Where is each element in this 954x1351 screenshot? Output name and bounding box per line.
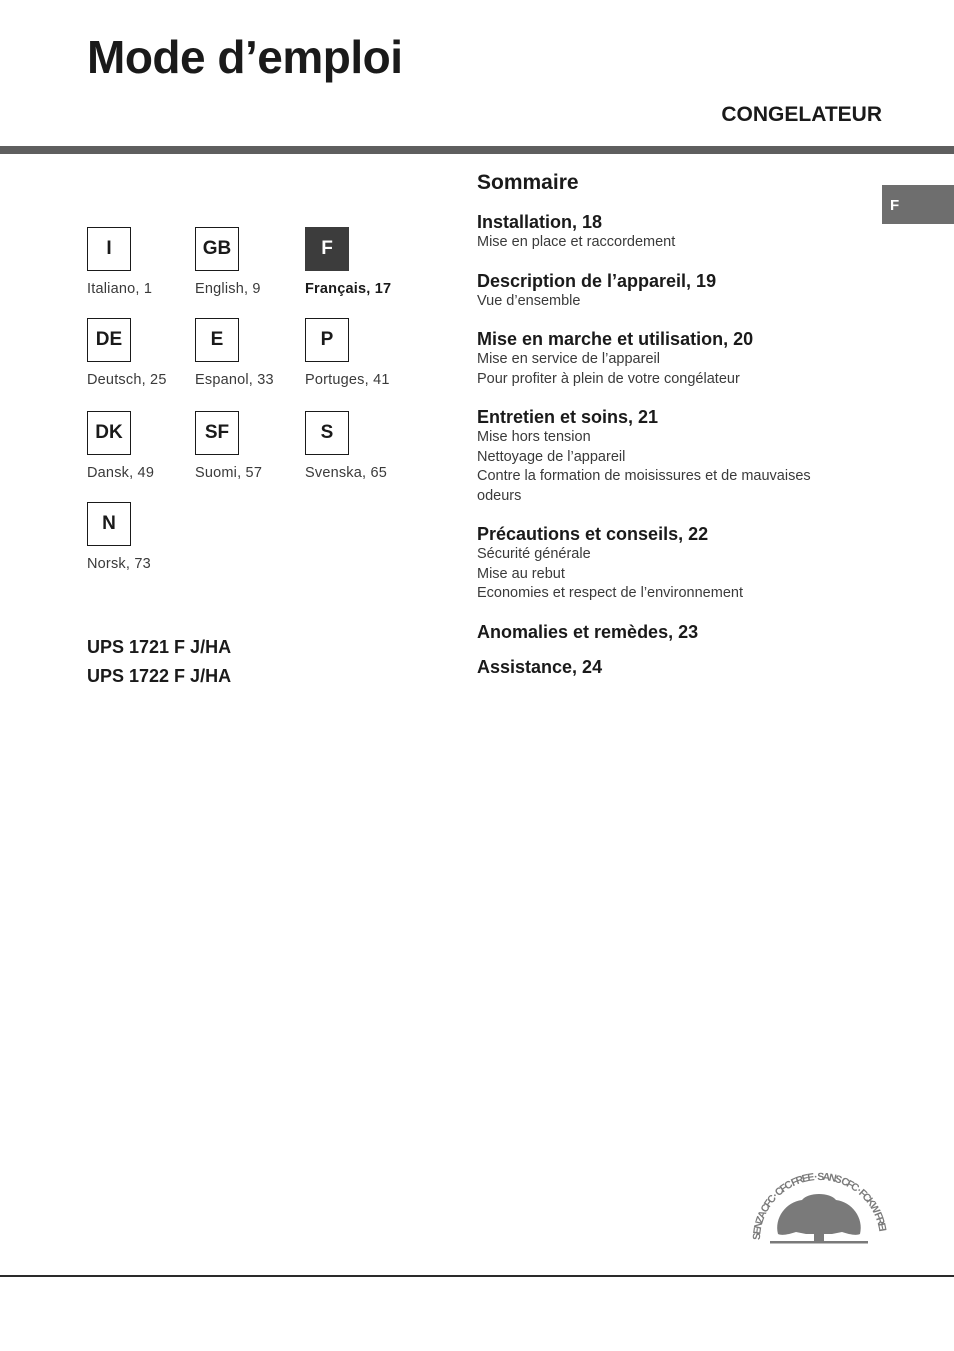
language-code-box: S [305, 411, 349, 455]
language-side-tab: F [882, 185, 954, 224]
language-option-p[interactable] [305, 318, 390, 388]
language-page-label: Espanol, 33 [195, 372, 274, 388]
header-divider [0, 146, 954, 154]
toc-subsection: Vue d’ensemble [477, 292, 581, 309]
toc-section [477, 524, 857, 604]
toc-subsection: Pour profiter à plein de votre congélateur [477, 370, 740, 387]
language-code-box: P [305, 318, 349, 362]
language-option-e[interactable] [195, 318, 274, 388]
language-code-box: N [87, 502, 131, 546]
language-page-label: Deutsch, 25 [87, 372, 167, 388]
page-title: Mode d’emploi [87, 31, 403, 83]
language-code-box: E [195, 318, 239, 362]
footer-divider [0, 1275, 954, 1277]
toc-subsection: Mise au rebut [477, 565, 565, 582]
language-page-label: Dansk, 49 [87, 465, 155, 481]
language-option-de[interactable] [87, 318, 167, 388]
toc-section-heading[interactable]: Assistance, 24 [477, 656, 603, 677]
language-code-box: GB [195, 227, 239, 271]
language-code-box: I [87, 227, 131, 271]
toc-subsection: Economies et respect de l’environnement [477, 585, 743, 601]
product-type: CONGELATEUR [721, 103, 882, 126]
language-page-label: Italiano, 1 [87, 281, 153, 297]
toc-section [477, 407, 857, 506]
tree-icon [770, 1194, 868, 1244]
language-option-i[interactable] [87, 227, 153, 297]
toc-section [477, 329, 857, 389]
language-option-f[interactable] [305, 227, 392, 297]
toc-sections [477, 212, 857, 678]
language-page-label: Norsk, 73 [87, 556, 151, 572]
language-code-box: DK [87, 411, 131, 455]
cfc-free-logo-text: SENZA CFC · CFC FREE · SANS CFC · FCKW FREI [750, 1170, 889, 1241]
toc-section [477, 212, 857, 253]
cfc-free-logo [748, 1168, 890, 1250]
toc-subsection: Sécurité générale [477, 546, 591, 562]
language-option-s[interactable] [305, 411, 387, 481]
toc-subsection: Nettoyage de l’appareil [477, 448, 626, 465]
table-of-contents [477, 171, 857, 692]
language-page-label: Svenska, 65 [305, 465, 387, 481]
toc-section-heading[interactable]: Précautions et conseils, 22 [477, 524, 709, 544]
language-page-label: Portuges, 41 [305, 372, 390, 388]
language-code-box: DE [87, 318, 131, 362]
model-number: UPS 1722 F J/HA [87, 666, 232, 686]
toc-section-heading[interactable]: Installation, 18 [477, 212, 603, 232]
language-option-sf[interactable] [195, 411, 263, 481]
language-page-label: English, 9 [195, 281, 261, 297]
model-list [87, 637, 231, 695]
language-option-n[interactable] [87, 502, 151, 572]
language-code-box: SF [195, 411, 239, 455]
toc-section-heading[interactable]: Entretien et soins, 21 [477, 407, 659, 427]
toc-section-heading[interactable]: Anomalies et remèdes, 23 [477, 621, 699, 642]
toc-section-heading[interactable]: Description de l’appareil, 19 [477, 270, 717, 291]
language-page-label: Français, 17 [305, 281, 392, 297]
toc-title: Sommaire [477, 171, 579, 194]
language-option-dk[interactable] [87, 411, 155, 481]
language-page-label: Suomi, 57 [195, 465, 263, 481]
toc-subsection: Mise en service de l’appareil [477, 351, 660, 367]
toc-section [477, 271, 857, 312]
toc-section [477, 622, 857, 643]
toc-section [477, 657, 857, 678]
toc-subsection: Mise en place et raccordement [477, 234, 676, 250]
language-option-gb[interactable] [195, 227, 261, 297]
language-code-box: F [305, 227, 349, 271]
toc-subsection: Contre la formation de moisissures et de mauvaises odeurs [477, 468, 811, 504]
toc-section-heading[interactable]: Mise en marche et utilisation, 20 [477, 329, 754, 349]
toc-subsection: Mise hors tension [477, 429, 591, 445]
model-number: UPS 1721 F J/HA [87, 637, 232, 657]
